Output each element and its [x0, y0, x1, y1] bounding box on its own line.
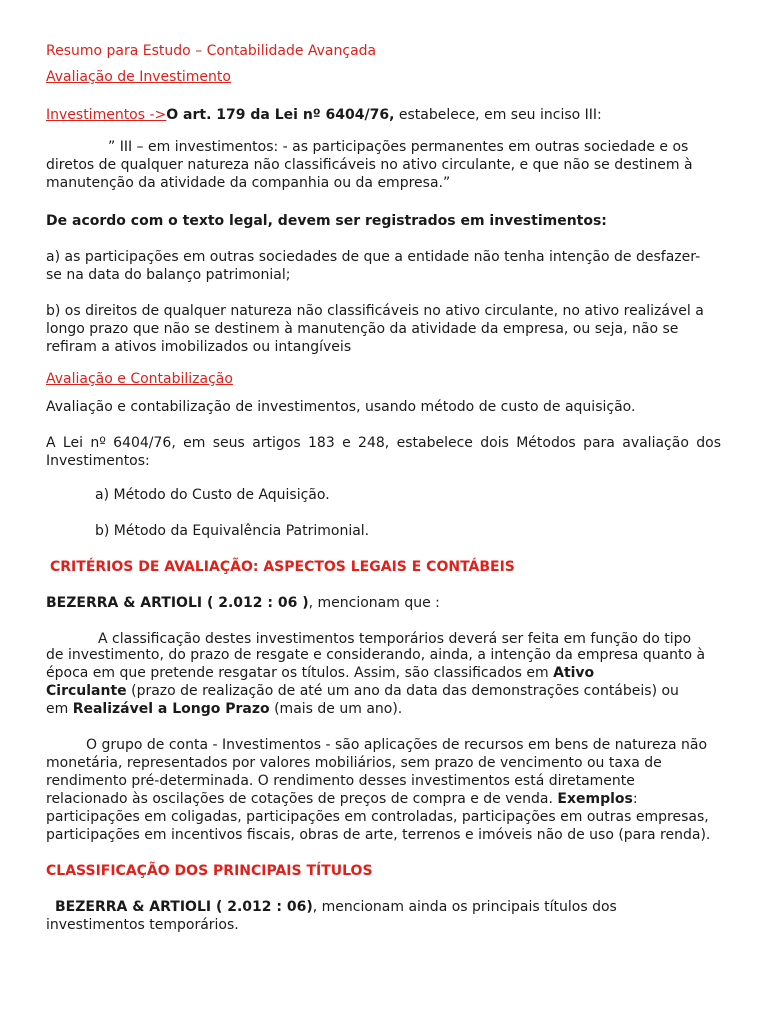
classificacao-line-3: época em que pretende resgatar os títulos. Assim, são classificados em Ativo — [46, 665, 595, 681]
item-a-line-2: se na data do balanço patrimonial; — [46, 267, 291, 283]
grupo-line-6: participações em incentivos fiscais, obras de arte, terrenos e imóveis não de uso (para renda). — [46, 827, 711, 843]
section-heading-avaliacao-investimento: Avaliação de Investimento — [46, 69, 231, 85]
section-heading-classificacao-titulos: CLASSIFICAÇÃO DOS PRINCIPAIS TÍTULOS — [46, 863, 373, 879]
classificacao-line-1: A classificação destes investimentos temporários deverá ser feita em função do tipo — [98, 631, 692, 647]
legal-text-heading: De acordo com o texto legal, devem ser registrados em investimentos: — [46, 213, 607, 229]
bezerra-intro — [46, 594, 440, 612]
grupo-line-5: participações em coligadas, participações em controladas, participações em outras empresas, — [46, 809, 709, 825]
citation-text: , mencionam que : — [308, 595, 440, 611]
lei-line-2: Investimentos: — [46, 453, 150, 469]
document-title: Resumo para Estudo – Contabilidade Avançada — [46, 43, 377, 59]
bezerra-2-line-1: BEZERRA & ARTIOLI ( 2.012 : 06), mencionam ainda os principais títulos dos — [55, 899, 617, 915]
method-b: b) Método da Equivalência Patrimonial. — [95, 523, 370, 539]
grupo-line-1: O grupo de conta - Investimentos - são aplicações de recursos em bens de natureza não — [86, 737, 708, 753]
quote-line-2: diretos de qualquer natureza não classificáveis no ativo circulante, e que não se destinem à — [46, 157, 693, 173]
bezerra-2-line-2: investimentos temporários. — [46, 917, 239, 933]
lei-line-1: A Lei nº 6404/76, em seus artigos 183 e 248, estabelece dois Métodos para avaliação dos — [46, 435, 721, 451]
method-a: a) Método do Custo de Aquisição. — [95, 487, 330, 503]
item-b-line-3: refiram a ativos imobilizados ou intangíveis — [46, 339, 352, 355]
investimentos-link-label: Investimentos -> — [46, 107, 167, 123]
intro-paragraph — [46, 106, 602, 124]
section-heading-avaliacao-contabilizacao: Avaliação e Contabilização — [46, 371, 233, 387]
quote-line-3: manutenção da atividade da companhia ou da empresa.” — [46, 175, 451, 191]
citation-author: BEZERRA & ARTIOLI ( 2.012 : 06 ) — [46, 595, 309, 611]
classificacao-line-5: em Realizável a Longo Prazo (mais de um ano). — [46, 701, 403, 717]
grupo-line-3: rendimento pré-determinada. O rendimento desses investimentos está diretamente — [46, 773, 635, 789]
intro-text: estabelece, em seu inciso III: — [394, 107, 602, 123]
section-heading-criterios: CRITÉRIOS DE AVALIAÇÃO: ASPECTOS LEGAIS E CONTÁBEIS — [50, 559, 515, 575]
contabilizacao-text: Avaliação e contabilização de investimentos, usando método de custo de aquisição. — [46, 399, 636, 415]
item-b-line-2: longo prazo que não se destinem à manutenção da atividade da empresa, ou seja, não se — [46, 321, 679, 337]
quote-line-1: ” III – em investimentos: - as participações permanentes em outras sociedade e os — [108, 139, 689, 155]
item-a-line-1: a) as participações em outras sociedades de que a entidade não tenha intenção de desfazer- — [46, 249, 701, 265]
grupo-line-2: monetária, representados por valores mobiliários, sem prazo de vencimento ou taxa de — [46, 755, 662, 771]
classificacao-line-4: Circulante (prazo de realização de até um ano da data das demonstrações contábeis) ou — [46, 683, 679, 699]
classificacao-line-2: de investimento, do prazo de resgate e considerando, ainda, a intenção da empresa quanto à — [46, 647, 706, 663]
grupo-line-4: relacionado às oscilações de cotações de preços de compra e de venda. Exemplos: — [46, 791, 638, 807]
item-b-line-1: b) os direitos de qualquer natureza não classificáveis no ativo circulante, no ativo realizável a — [46, 303, 704, 319]
law-reference: O art. 179 da Lei nº 6404/76, — [166, 107, 395, 123]
